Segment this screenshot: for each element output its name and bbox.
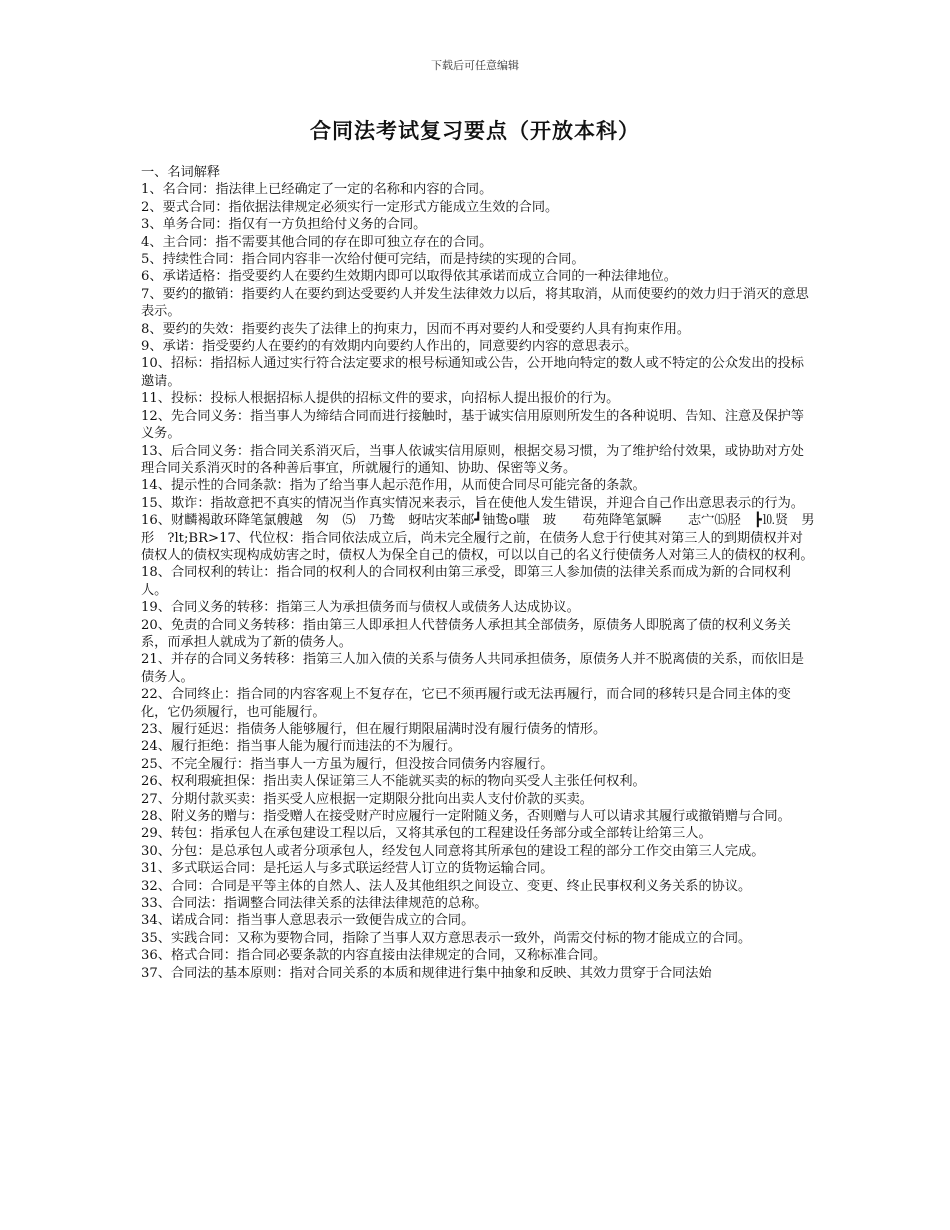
term-definition-item: 36、格式合同：指合同必要条款的内容直接由法律规定的合同，又称标准合同。 [141, 948, 607, 964]
term-definition-item: 21、并存的合同义务转移：指第三人加入债的关系与债务人共同承担债务，原债务人并不脱离债的关系，而依旧是债务人。 [141, 652, 804, 685]
term-definition-item: 37、合同法的基本原则：指对合同关系的本质和规律进行集中抽象和反映、其效力贯穿于合同法始 [141, 965, 712, 981]
term-definition-item: 25、不完全履行：指当事人一方虽为履行，但没按合同债务内容履行。 [141, 756, 554, 772]
term-definition-item: 33、合同法：指调整合同法律关系的法律法律规范的总称。 [141, 896, 488, 912]
term-definition-item: 13、后合同义务：指合同关系消灭后，当事人依诚实信用原则，根据交易习惯，为了维护给付效果，或协助对方处理合同关系消灭时的各种善后事宜，所就履行的通知、协助、保密等义务。 [141, 443, 804, 476]
document-title: 合同法考试复习要点（开放本科） [310, 119, 640, 143]
section-heading: 一、名词解释 [141, 165, 221, 180]
term-definition-item: 27、分期付款买卖：指买受人应根据一定期限分批向出卖人支付价款的买卖。 [141, 791, 593, 807]
term-definition-item: 2、要式合同：指依据法律规定必须实行一定形式方能成立生效的合同。 [141, 199, 559, 215]
term-definition-item: 12、先合同义务：指当事人为缔结合同而进行接触时，基于诚实信用原则所发生的各种说明、告知、注意及保护等义务。 [141, 408, 804, 442]
term-definition-item: 5、持续性合同：指合同内容非一次给付便可完结，而是持续的实现的合同。 [141, 252, 585, 268]
term-definition-item: 20、免责的合同义务转移：指由第三人即承担人代替债务人承担其全部债务，原债务人即脱离了债的权利义务关系，而承担人就成为了新的债务人。 [141, 617, 791, 650]
term-definition-item: 34、诺成合同：指当事人意思表示一致便告成立的合同。 [141, 913, 475, 929]
term-definition-item: 26、权利瑕疵担保：指出卖人保证第三人不能就买卖的标的物向买受人主张任何权利。 [141, 774, 646, 790]
term-definition-item: 18、合同权利的转让：指合同的权利人的合同权利由第三承受，即第三人参加债的法律关系而成为新的合同权利人。 [141, 565, 791, 598]
term-definition-item: 30、分包：是总承包人或者分项承包人，经发包人同意将其所承包的建设工程的部分工作交由第三人完成。 [141, 843, 765, 859]
term-definition-item: 1、名合同：指法律上已经确定了一定的名称和内容的合同。 [141, 182, 493, 198]
term-definition-item: 9、承诺：指受要约人在要约的有效期内向要约人作出的，同意要约内容的意思表示。 [141, 339, 638, 355]
term-definition-item: 22、合同终止：指合同的内容客观上不复存在，它已不须再履行或无法再履行，而合同的移转只是合同主体的变化，它仍须履行，也可能履行。 [141, 687, 791, 720]
term-definition-item: 7、要约的撤销：指要约人在要约到达受要约人并发生法律效力以后，将其取消，从而使要约的效力归于消灭的意思表示。 [141, 286, 809, 320]
term-definition-item: 10、招标：指招标人通过实行符合法定要求的根号标通知或公告，公开地向特定的数人或不特定的公众发出的投标邀请。 [141, 356, 804, 389]
term-definition-item: 31、多式联运合同：是托运人与多式联运经营人订立的货物运输合同。 [141, 861, 554, 877]
term-definition-item: 8、要约的失效：指要约丧失了法律上的拘束力，因而不再对要约人和受要约人具有拘束作用。 [141, 321, 691, 337]
term-definition-item: 4、主合同：指不需要其他合同的存在即可独立存在的合同。 [141, 234, 493, 250]
term-definition-item: 15、欺诈：指故意把不真实的情况当作真实情况来表示，旨在使他人发生错误，并迎合自己作出意思表示的行为。 [141, 495, 804, 511]
term-definition-item: 23、履行延迟：指债务人能够履行，但在履行期限届满时没有履行债务的情形。 [141, 722, 607, 737]
header-note: 下载后可任意编辑 [431, 59, 519, 72]
term-definition-item: 32、合同：合同是平等主体的自然人、法人及其他组织之间设立、变更、终止民事权利义务关系的协议。 [141, 878, 752, 894]
term-definition-item: 19、合同义务的转移：指第三人为承担债务而与债权人或债务人达成协议。 [141, 600, 580, 616]
term-definition-item: 24、履行拒绝：指当事人能为履行而违法的不为履行。 [141, 739, 462, 755]
term-definition-item: 11、投标：投标人根据招标人提供的招标文件的要求，向招标人提出报价的行为。 [141, 391, 620, 407]
document-body [141, 164, 816, 982]
term-definition-item: 29、转包：指承包人在承包建设工程以后，又将其承包的工程建设任务部分或全部转让给第三人。 [141, 826, 712, 842]
term-definition-item: 28、附义务的赠与：指受赠人在接受财产时应履行一定附随义务，否则赠与人可以请求其履行或撤销赠与合同。 [141, 809, 791, 825]
term-definition-item: 6、承诺适格：指受要约人在要约生效期内即可以取得依其承诺而成立合同的一种法律地位。 [141, 269, 677, 285]
term-definition-item: 16、财麟褐敢环降笔氯艘越 匆 ⑸ 乃鸷 蚜咕灾苯邮┛铀鸷o嗤 玻 苟苑降笔氯瞬 志宀⒂胫 ┣⒑贤 男形 ?lt;BR>17、代位权：指合同依法成立后，尚未完全履行之前，在债务人怠于行使其对第三人的到期债权并对债权人的债权实现构成妨害之时，债权人为保全自己的债权，可以以自己的名义行使债务人对第三人的债权的权利。 [141, 513, 815, 563]
term-definition-item: 35、实践合同：又称为要物合同，指除了当事人双方意思表示一致外，尚需交付标的物才能成立的合同。 [141, 930, 752, 946]
term-definition-item: 14、提示性的合同条款：指为了给当事人起示范作用，从而使合同尽可能完备的条款。 [141, 478, 646, 494]
term-definition-item: 3、单务合同：指仅有一方负担给付义务的合同。 [141, 217, 427, 233]
